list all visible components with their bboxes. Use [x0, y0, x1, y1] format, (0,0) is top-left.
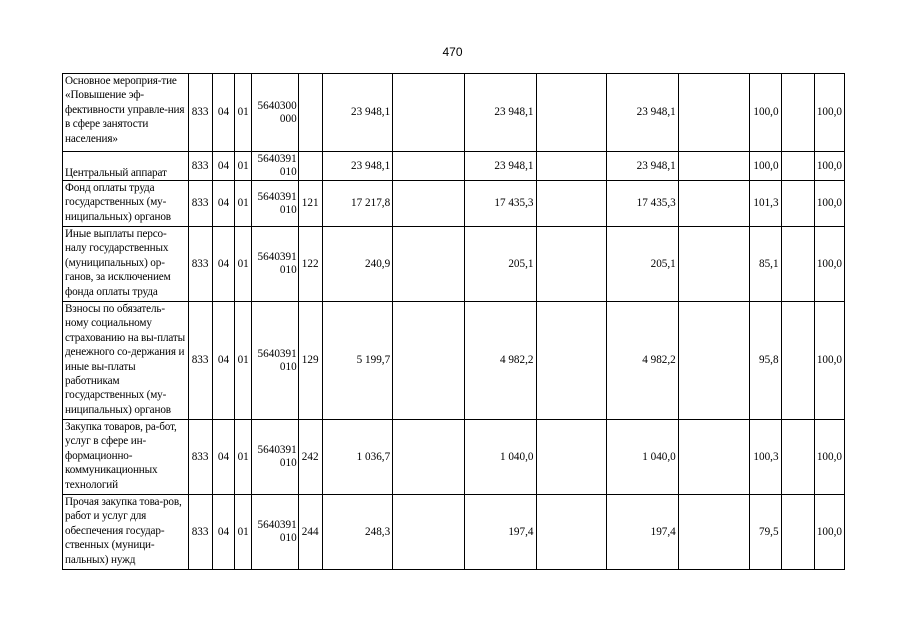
expense-type-code: 122 [298, 227, 322, 302]
grbs-code: 833 [188, 420, 212, 495]
expense-type-code [298, 152, 322, 181]
approved-amount: 1 036,7 [322, 420, 393, 495]
table-row [63, 302, 845, 420]
empty-cell [781, 227, 814, 302]
percent-execution-1: 100,0 [750, 152, 781, 181]
percent-execution-2: 100,0 [814, 152, 844, 181]
target-article-code-part1: 5640300 [257, 99, 297, 112]
empty-cell [678, 495, 750, 570]
empty-cell [781, 181, 814, 227]
percent-execution-1: 79,5 [750, 495, 781, 570]
target-article-code-part1: 5640391 [257, 347, 297, 360]
subsection-code: 01 [235, 74, 252, 152]
target-article-code [251, 152, 298, 181]
executed-amount: 197,4 [607, 495, 679, 570]
empty-cell [393, 227, 465, 302]
subsection-code: 01 [235, 420, 252, 495]
executed-amount: 23 948,1 [607, 152, 679, 181]
target-article-code [251, 227, 298, 302]
table-row [63, 74, 845, 152]
section-code: 04 [212, 227, 235, 302]
empty-cell [536, 181, 607, 227]
target-article-code-part2: 010 [279, 166, 297, 178]
empty-cell [678, 302, 750, 420]
percent-execution-2: 100,0 [814, 74, 844, 152]
expense-type-code: 129 [298, 302, 322, 420]
percent-execution-2: 100,0 [814, 495, 844, 570]
percent-execution-1: 100,3 [750, 420, 781, 495]
section-code: 04 [212, 495, 235, 570]
row-name: Закупка товаров, ра-бот, услуг в сфере ин-формационно-коммуникационных технологий [63, 420, 189, 495]
empty-cell [781, 495, 814, 570]
subsection-code: 01 [235, 495, 252, 570]
expense-type-code: 244 [298, 495, 322, 570]
grbs-code: 833 [188, 181, 212, 227]
planned-amount: 1 040,0 [464, 420, 536, 495]
section-code: 04 [212, 420, 235, 495]
section-code: 04 [212, 302, 235, 420]
percent-execution-2: 100,0 [814, 181, 844, 227]
grbs-code: 833 [188, 74, 212, 152]
planned-amount: 23 948,1 [464, 152, 536, 181]
empty-cell [781, 420, 814, 495]
subsection-code: 01 [235, 152, 252, 181]
approved-amount: 23 948,1 [322, 74, 393, 152]
subsection-code: 01 [235, 181, 252, 227]
target-article-code-part1: 5640391 [257, 153, 297, 165]
target-article-code-part1: 5640391 [257, 444, 297, 456]
target-article-code [251, 302, 298, 420]
empty-cell [536, 152, 607, 181]
percent-execution-2: 100,0 [814, 420, 844, 495]
section-code: 04 [212, 181, 235, 227]
row-name: Основное мероприя-тие «Повышение эф-фективности управле-ния в сфере занятости населения» [63, 74, 189, 152]
row-name: Фонд оплаты труда государственных (му-ниципальных) органов [63, 181, 189, 227]
approved-amount: 248,3 [322, 495, 393, 570]
target-article-code [251, 181, 298, 227]
page-number: 470 [442, 45, 463, 59]
approved-amount: 17 217,8 [322, 181, 393, 227]
planned-amount: 23 948,1 [464, 74, 536, 152]
table-row [63, 495, 845, 570]
target-article-code-part2: 010 [279, 457, 297, 469]
target-article-code [251, 420, 298, 495]
percent-execution-1: 101,3 [750, 181, 781, 227]
percent-execution-1: 95,8 [750, 302, 781, 420]
approved-amount: 240,9 [322, 227, 393, 302]
empty-cell [678, 227, 750, 302]
target-article-code-part1: 5640391 [257, 190, 297, 203]
table-row [63, 181, 845, 227]
empty-cell [678, 181, 750, 227]
empty-cell [781, 302, 814, 420]
empty-cell [536, 495, 607, 570]
empty-cell [536, 302, 607, 420]
percent-execution-2: 100,0 [814, 227, 844, 302]
grbs-code: 833 [188, 302, 212, 420]
section-code: 04 [212, 74, 235, 152]
executed-amount: 23 948,1 [607, 74, 679, 152]
empty-cell [678, 152, 750, 181]
target-article-code [251, 495, 298, 570]
executed-amount: 1 040,0 [607, 420, 679, 495]
target-article-code [251, 74, 298, 152]
budget-table [62, 73, 845, 570]
empty-cell [536, 74, 607, 152]
target-article-code-part2: 010 [279, 203, 297, 216]
grbs-code: 833 [188, 227, 212, 302]
executed-amount: 17 435,3 [607, 181, 679, 227]
empty-cell [393, 181, 465, 227]
executed-amount: 205,1 [607, 227, 679, 302]
planned-amount: 197,4 [464, 495, 536, 570]
empty-cell [393, 74, 465, 152]
row-name: Прочая закупка това-ров, работ и услуг для обеспечения государ-ственных (муници-пальных) нужд [63, 495, 189, 570]
grbs-code: 833 [188, 495, 212, 570]
empty-cell [781, 152, 814, 181]
approved-amount: 5 199,7 [322, 302, 393, 420]
target-article-code-part2: 010 [279, 264, 297, 276]
subsection-code: 01 [235, 302, 252, 420]
empty-cell [393, 302, 465, 420]
empty-cell [781, 74, 814, 152]
planned-amount: 205,1 [464, 227, 536, 302]
percent-execution-1: 85,1 [750, 227, 781, 302]
empty-cell [536, 420, 607, 495]
executed-amount: 4 982,2 [607, 302, 679, 420]
empty-cell [536, 227, 607, 302]
row-name: Иные выплаты персо-налу государственных (муниципальных) ор-ганов, за исключением фонда оплаты труда [63, 227, 189, 302]
percent-execution-2: 100,0 [814, 302, 844, 420]
empty-cell [393, 152, 465, 181]
empty-cell [393, 420, 465, 495]
target-article-code-part2: 000 [279, 112, 297, 125]
row-name: Взносы по обязатель-ному социальному страхованию на вы-платы денежного со-держания и иные вы-платы работникам государственных (му-ниципальных) органов [63, 302, 189, 420]
target-article-code-part2: 010 [279, 532, 297, 544]
grbs-code: 833 [188, 152, 212, 181]
expense-type-code [298, 74, 322, 152]
expense-type-code: 121 [298, 181, 322, 227]
section-code: 04 [212, 152, 235, 181]
empty-cell [393, 495, 465, 570]
empty-cell [678, 74, 750, 152]
expense-type-code: 242 [298, 420, 322, 495]
percent-execution-1: 100,0 [750, 74, 781, 152]
empty-cell [678, 420, 750, 495]
target-article-code-part2: 010 [279, 360, 297, 373]
row-name: Центральный аппарат [63, 152, 189, 181]
table-row [63, 152, 845, 181]
planned-amount: 4 982,2 [464, 302, 536, 420]
table-row [63, 227, 845, 302]
approved-amount: 23 948,1 [322, 152, 393, 181]
planned-amount: 17 435,3 [464, 181, 536, 227]
subsection-code: 01 [235, 227, 252, 302]
target-article-code-part1: 5640391 [257, 519, 297, 531]
table-row [63, 420, 845, 495]
target-article-code-part1: 5640391 [257, 251, 297, 263]
table-body [63, 74, 845, 570]
